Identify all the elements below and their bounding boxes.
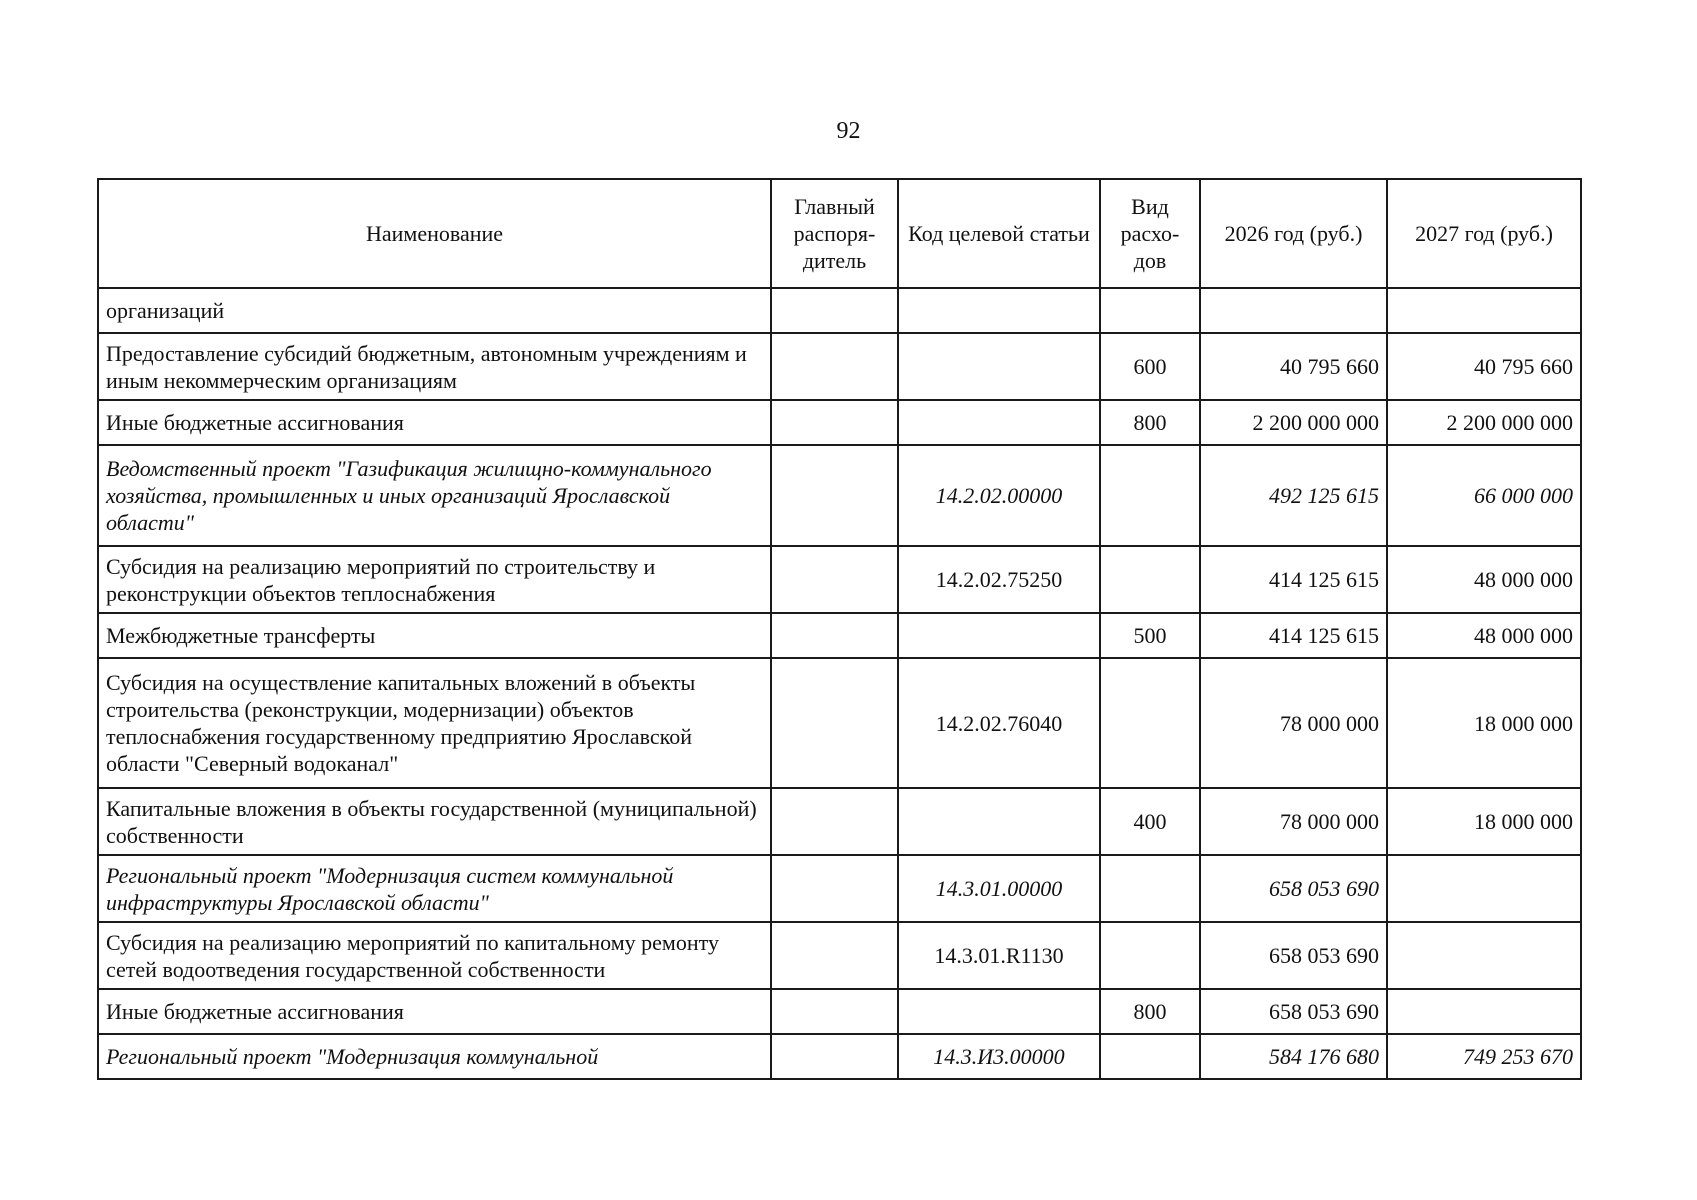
cell-expense-type (1100, 1034, 1200, 1079)
header-2026: 2026 год (руб.) (1200, 179, 1387, 288)
cell-admin (771, 989, 898, 1034)
cell-2027: 48 000 000 (1387, 546, 1581, 613)
cell-code (898, 613, 1100, 658)
cell-code: 14.2.02.76040 (898, 658, 1100, 788)
cell-code (898, 788, 1100, 855)
cell-code: 14.2.02.00000 (898, 445, 1100, 546)
table-row (98, 546, 1581, 613)
cell-admin (771, 1034, 898, 1079)
cell-2027 (1387, 989, 1581, 1034)
cell-admin (771, 400, 898, 445)
cell-admin (771, 445, 898, 546)
cell-2027: 40 795 660 (1387, 333, 1581, 400)
cell-admin (771, 922, 898, 989)
cell-code (898, 989, 1100, 1034)
table-row (98, 1034, 1581, 1079)
cell-2026: 414 125 615 (1200, 546, 1387, 613)
cell-code (898, 333, 1100, 400)
cell-name: Региональный проект "Модернизация систем коммунальной инфраструктуры Ярославской области" (98, 855, 771, 922)
cell-admin (771, 613, 898, 658)
table-row (98, 922, 1581, 989)
cell-expense-type: 600 (1100, 333, 1200, 400)
cell-2027: 66 000 000 (1387, 445, 1581, 546)
cell-2026: 492 125 615 (1200, 445, 1387, 546)
cell-expense-type: 800 (1100, 400, 1200, 445)
cell-expense-type (1100, 445, 1200, 546)
table-row (98, 613, 1581, 658)
table-row (98, 855, 1581, 922)
table-header-row (98, 179, 1581, 288)
cell-2027: 48 000 000 (1387, 613, 1581, 658)
cell-2027 (1387, 855, 1581, 922)
cell-name: Субсидия на реализацию мероприятий по капитальному ремонту сетей водоотведения государственной собственности (98, 922, 771, 989)
cell-admin (771, 658, 898, 788)
table-row (98, 445, 1581, 546)
cell-2026: 658 053 690 (1200, 855, 1387, 922)
header-code: Код целевой статьи (898, 179, 1100, 288)
header-admin: Главный распоря-дитель (771, 179, 898, 288)
table-row (98, 989, 1581, 1034)
cell-2026: 658 053 690 (1200, 989, 1387, 1034)
cell-code (898, 288, 1100, 333)
budget-table (97, 178, 1582, 1080)
cell-2026: 78 000 000 (1200, 658, 1387, 788)
cell-name: Предоставление субсидий бюджетным, автономным учреждениям и иным некоммерческим организациям (98, 333, 771, 400)
cell-2027: 18 000 000 (1387, 788, 1581, 855)
cell-2026: 414 125 615 (1200, 613, 1387, 658)
cell-name: организаций (98, 288, 771, 333)
table-row (98, 288, 1581, 333)
cell-2026 (1200, 288, 1387, 333)
cell-code: 14.3.И3.00000 (898, 1034, 1100, 1079)
cell-2026: 584 176 680 (1200, 1034, 1387, 1079)
cell-2027 (1387, 288, 1581, 333)
cell-name: Субсидия на осуществление капитальных вложений в объекты строительства (реконструкции, модернизации) объектов теплоснабжения государственному предприятию Ярославской области "Северный водоканал" (98, 658, 771, 788)
cell-admin (771, 788, 898, 855)
table-row (98, 333, 1581, 400)
cell-2027: 749 253 670 (1387, 1034, 1581, 1079)
cell-expense-type (1100, 546, 1200, 613)
cell-name: Региональный проект "Модернизация коммунальной (98, 1034, 771, 1079)
cell-2027 (1387, 922, 1581, 989)
header-2027: 2027 год (руб.) (1387, 179, 1581, 288)
cell-name: Иные бюджетные ассигнования (98, 989, 771, 1034)
table-body (98, 288, 1581, 1079)
cell-expense-type: 500 (1100, 613, 1200, 658)
cell-2026: 2 200 000 000 (1200, 400, 1387, 445)
cell-name: Ведомственный проект "Газификация жилищно-коммунального хозяйства, промышленных и иных организаций Ярославской области" (98, 445, 771, 546)
table-row (98, 658, 1581, 788)
table-row (98, 788, 1581, 855)
cell-code: 14.3.01.R1130 (898, 922, 1100, 989)
table-row (98, 400, 1581, 445)
cell-expense-type (1100, 855, 1200, 922)
cell-name: Субсидия на реализацию мероприятий по строительству и реконструкции объектов теплоснабжения (98, 546, 771, 613)
cell-admin (771, 288, 898, 333)
page-number: 92 (836, 118, 861, 144)
cell-expense-type (1100, 658, 1200, 788)
cell-expense-type (1100, 288, 1200, 333)
cell-2027: 2 200 000 000 (1387, 400, 1581, 445)
cell-admin (771, 333, 898, 400)
cell-2027: 18 000 000 (1387, 658, 1581, 788)
cell-admin (771, 546, 898, 613)
cell-code: 14.3.01.00000 (898, 855, 1100, 922)
cell-expense-type: 400 (1100, 788, 1200, 855)
cell-name: Иные бюджетные ассигнования (98, 400, 771, 445)
cell-code: 14.2.02.75250 (898, 546, 1100, 613)
cell-2026: 40 795 660 (1200, 333, 1387, 400)
cell-name: Капитальные вложения в объекты государственной (муниципальной) собственности (98, 788, 771, 855)
cell-expense-type (1100, 922, 1200, 989)
cell-code (898, 400, 1100, 445)
cell-admin (771, 855, 898, 922)
header-name: Наименование (98, 179, 771, 288)
cell-2026: 78 000 000 (1200, 788, 1387, 855)
header-expense-type: Вид расхо-дов (1100, 179, 1200, 288)
cell-name: Межбюджетные трансферты (98, 613, 771, 658)
cell-expense-type: 800 (1100, 989, 1200, 1034)
cell-2026: 658 053 690 (1200, 922, 1387, 989)
